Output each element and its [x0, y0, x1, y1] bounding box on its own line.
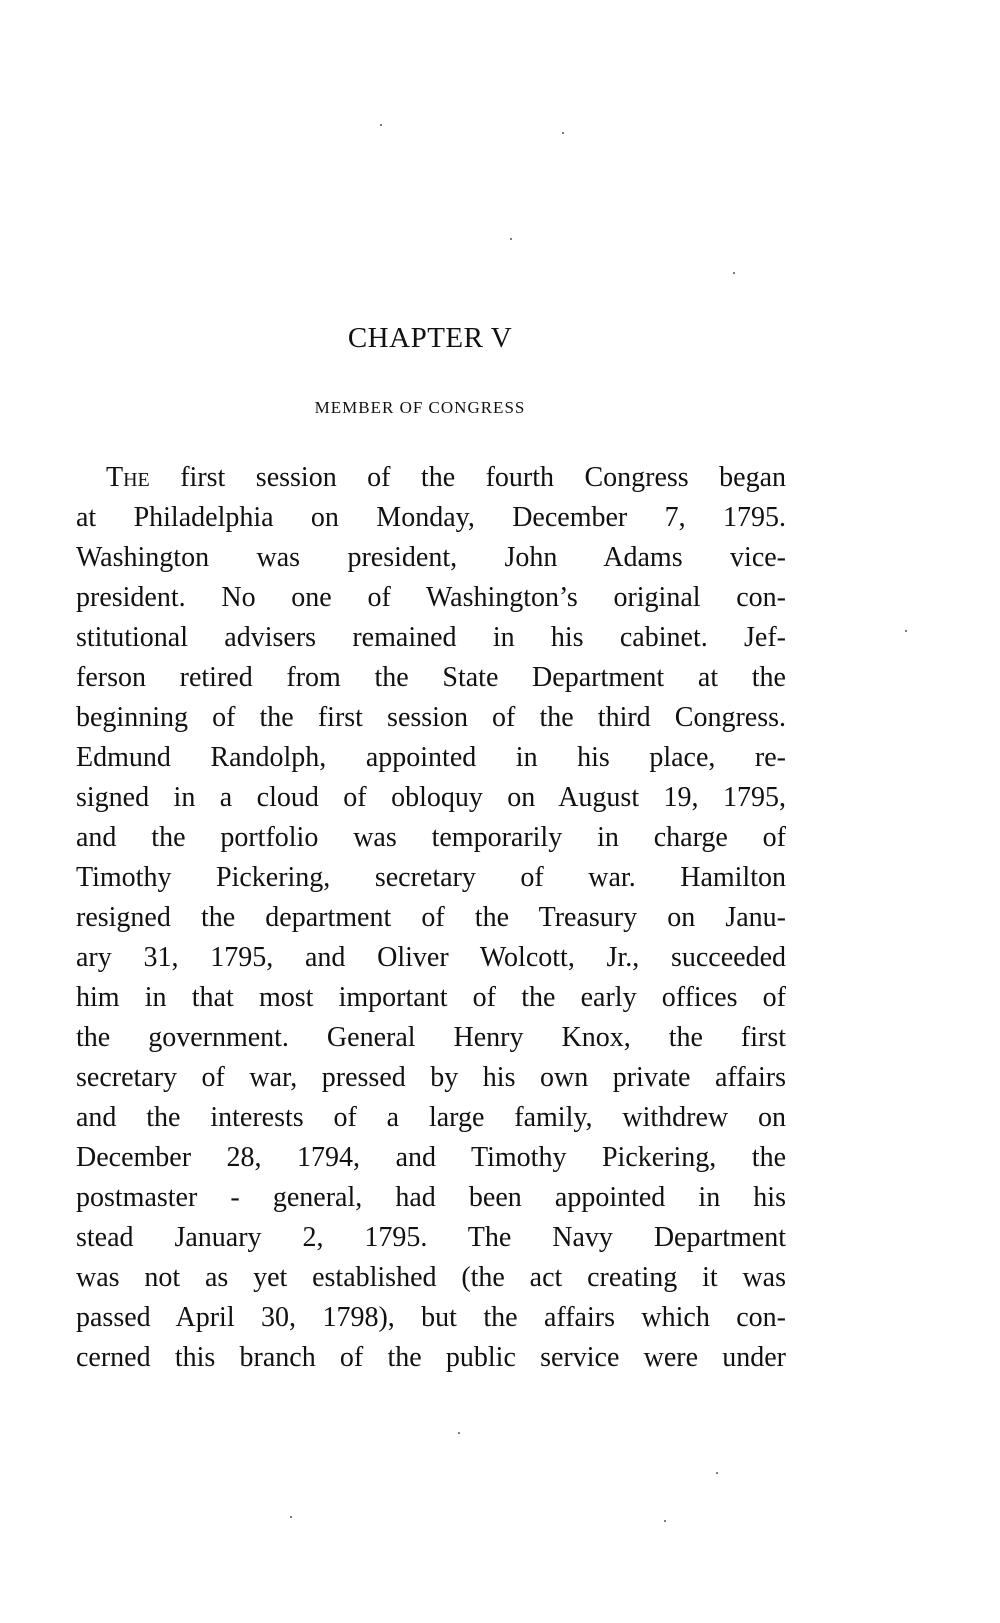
- text-line: cerned this branch of the public service were under: [76, 1342, 786, 1373]
- scan-speck: [380, 124, 382, 126]
- scan-speck: [905, 630, 907, 632]
- text-line: was not as yet established (the act creating it was: [76, 1262, 786, 1293]
- scan-speck: [510, 238, 512, 240]
- text-line: and the portfolio was temporarily in charge of: [76, 822, 786, 853]
- text-line: him in that most important of the early offices of: [76, 982, 786, 1013]
- scan-speck: [733, 272, 735, 274]
- text-line: stead January 2, 1795. The Navy Department: [76, 1222, 786, 1253]
- chapter-subtitle: MEMBER OF CONGRESS: [314, 398, 526, 417]
- scan-speck: [664, 1520, 666, 1522]
- body-text: [76, 458, 786, 1378]
- text-line: Timothy Pickering, secretary of war. Hamilton: [76, 862, 786, 893]
- text-line: postmaster - general, had been appointed in his: [76, 1182, 786, 1213]
- text-line: secretary of war, pressed by his own private affairs: [76, 1062, 786, 1093]
- chapter-title: CHAPTER V: [347, 322, 513, 354]
- text-line: Edmund Randolph, appointed in his place, re-: [76, 742, 786, 773]
- text-line: ary 31, 1795, and Oliver Wolcott, Jr., succeeded: [76, 942, 786, 973]
- text-line: and the interests of a large family, withdrew on: [76, 1102, 786, 1133]
- text-line: ferson retired from the State Department at the: [76, 662, 786, 693]
- text-line: resigned the department of the Treasury on Janu-: [76, 902, 786, 933]
- scan-speck: [458, 1432, 460, 1434]
- text-line-content: first session of the fourth Congress began: [180, 462, 787, 493]
- text-line: the government. General Henry Knox, the first: [76, 1022, 786, 1053]
- first-word: The: [106, 462, 150, 493]
- text-line: passed April 30, 1798), but the affairs which con-: [76, 1302, 786, 1333]
- scan-speck: [716, 1472, 718, 1474]
- scan-speck: [562, 132, 564, 134]
- text-line: Washington was president, John Adams vice-: [76, 542, 786, 573]
- text-line: signed in a cloud of obloquy on August 19, 1795,: [76, 782, 786, 813]
- text-line: beginning of the first session of the third Congress.: [76, 702, 786, 733]
- text-line: president. No one of Washington’s original con-: [76, 582, 786, 613]
- text-line: December 28, 1794, and Timothy Pickering, the: [76, 1142, 786, 1173]
- text-line: stitutional advisers remained in his cabinet. Jef-: [76, 622, 786, 653]
- text-line: [76, 458, 786, 498]
- scan-speck: [290, 1516, 292, 1518]
- text-line: at Philadelphia on Monday, December 7, 1795.: [76, 502, 786, 533]
